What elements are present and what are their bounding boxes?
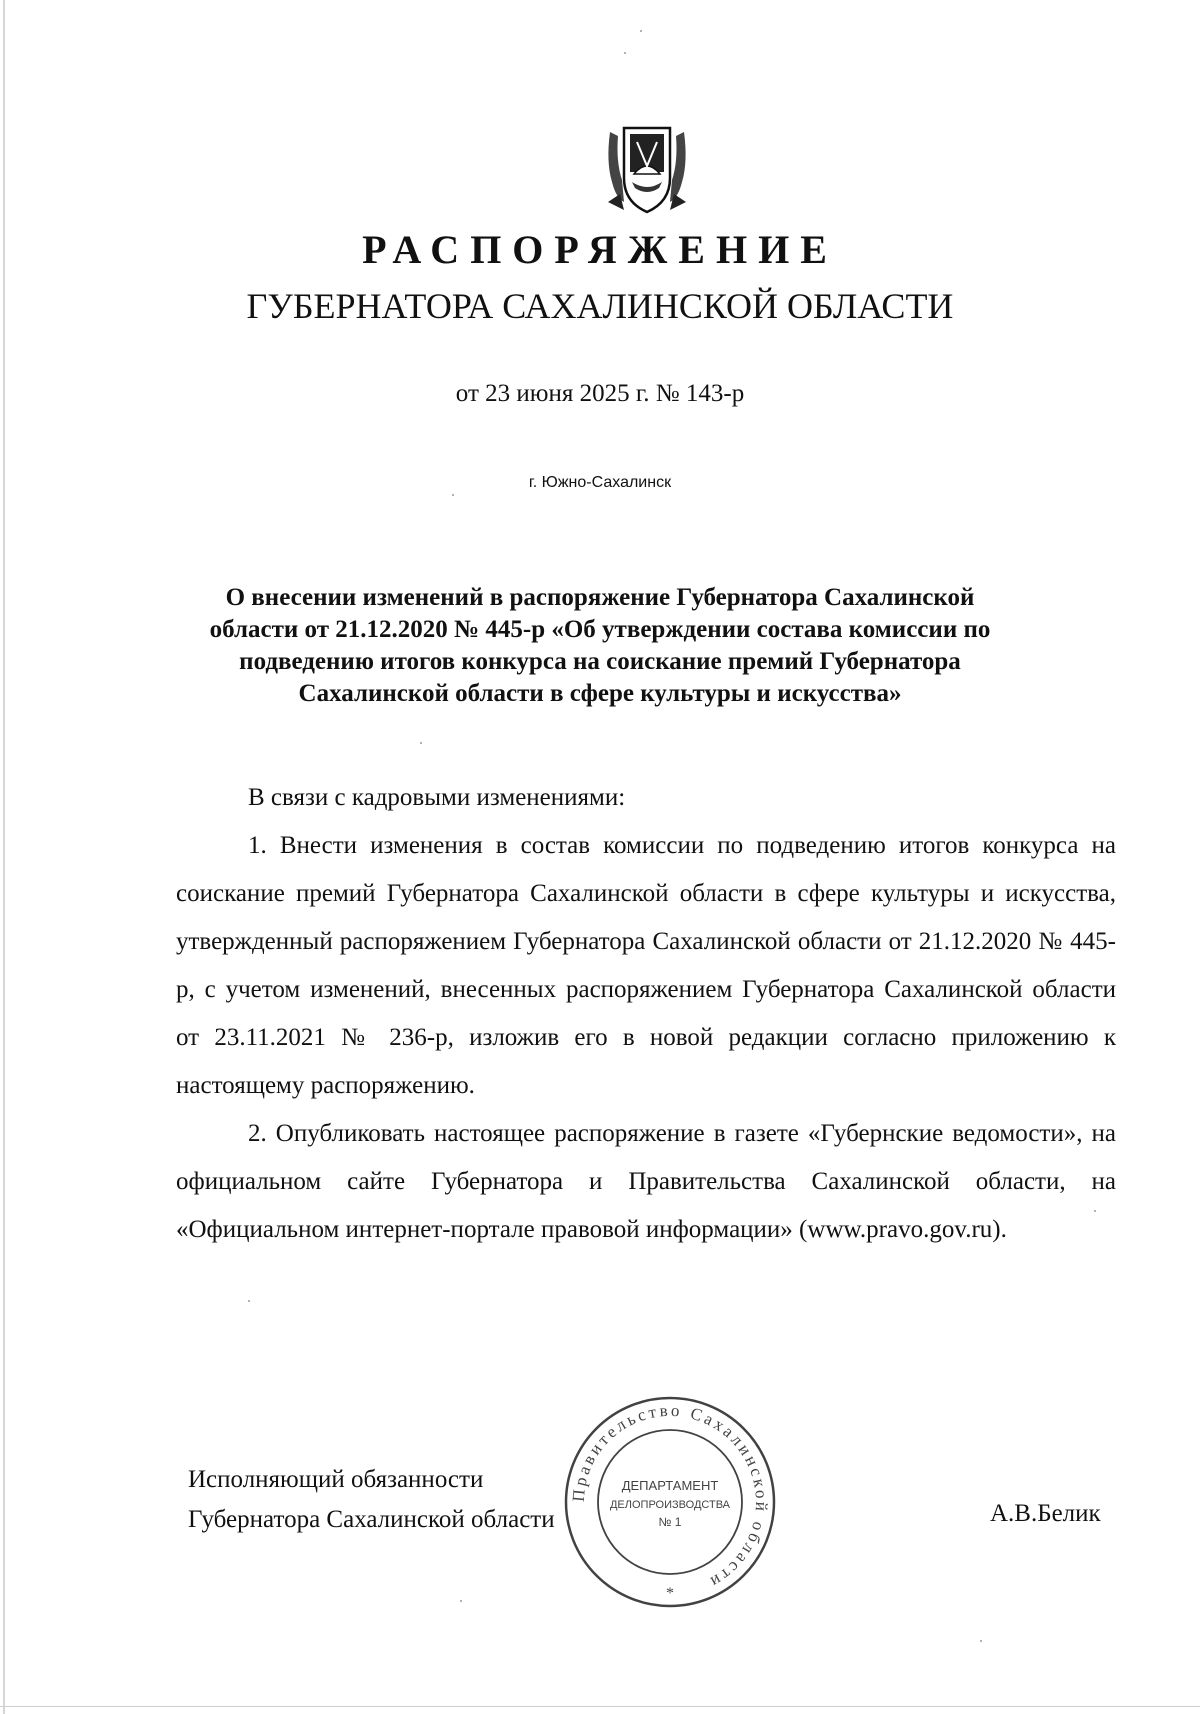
document-title: РАСПОРЯЖЕНИЕ — [362, 227, 838, 272]
scan-bottom-edge — [0, 1706, 1200, 1707]
official-stamp — [560, 1392, 780, 1612]
scan-speck — [980, 1640, 982, 1642]
body-paragraph-intro: В связи с кадровыми изменениями: — [248, 784, 626, 811]
scan-speck — [420, 742, 422, 744]
document-city: г. Южно-Сахалинск — [528, 474, 672, 491]
document-heading: О внесении изменений в распоряжение Губернатора Сахалинской области от 21.12.2020 № 445-р «Об утверждении состава комиссии по подведению итогов конкурса на соискание премий Губернатора Сахалинской области в сфере культуры и искусства» — [209, 584, 991, 707]
signatory-position — [188, 1460, 555, 1540]
stamp-outer-text: Правительство Сахалинской области — [568, 1400, 772, 1593]
document-date-number: от 23 июня 2025 г. № 143-р — [455, 380, 745, 407]
scan-speck — [460, 1600, 462, 1602]
coat-of-arms-icon — [604, 122, 690, 218]
scan-speck — [452, 494, 454, 496]
document-body — [176, 774, 1116, 1254]
stamp-inner-line2: ДЕЛОПРОИЗВОДСТВА — [609, 1499, 731, 1511]
scan-speck — [640, 30, 642, 32]
document-subtitle: ГУБЕРНАТОРА САХАЛИНСКОЙ ОБЛАСТИ — [246, 286, 954, 326]
stamp-inner-line3: № 1 — [658, 1515, 682, 1529]
scan-speck — [248, 1300, 250, 1302]
signatory-position-line2: Губернатора Сахалинской области — [188, 1506, 555, 1533]
signatory-name: А.В.Белик — [990, 1500, 1101, 1527]
body-paragraph-item-1: 1. Внести изменения в состав комиссии по подведению итогов конкурса на соискание премий Губернатора Сахалинской области в сфере культуры и искусства, утвержденный распоряжением Губернатора Сахалинской области от 21.12.2020 № 445-р, с учетом изменений, внесенных распоряжением Губернатора Сахалинской области от 23.11.2021 № 236-р, изложив его в новой редакции согласно приложению к настоящему распоряжению. — [176, 832, 1116, 1099]
scan-speck — [1094, 1210, 1096, 1212]
stamp-star-icon: * — [666, 1585, 674, 1602]
signatory-position-line1: Исполняющий обязанности — [188, 1466, 484, 1493]
stamp-inner-line1: ДЕПАРТАМЕНТ — [621, 1478, 719, 1493]
body-paragraph-item-2: 2. Опубликовать настоящее распоряжение в газете «Губернские ведомости», на официальном сайте Губернатора и Правительства Сахалинской области, на «Официальном интернет-портале правовой информации» (www.pravo.gov.ru). — [176, 1120, 1116, 1243]
scan-speck — [624, 52, 626, 54]
